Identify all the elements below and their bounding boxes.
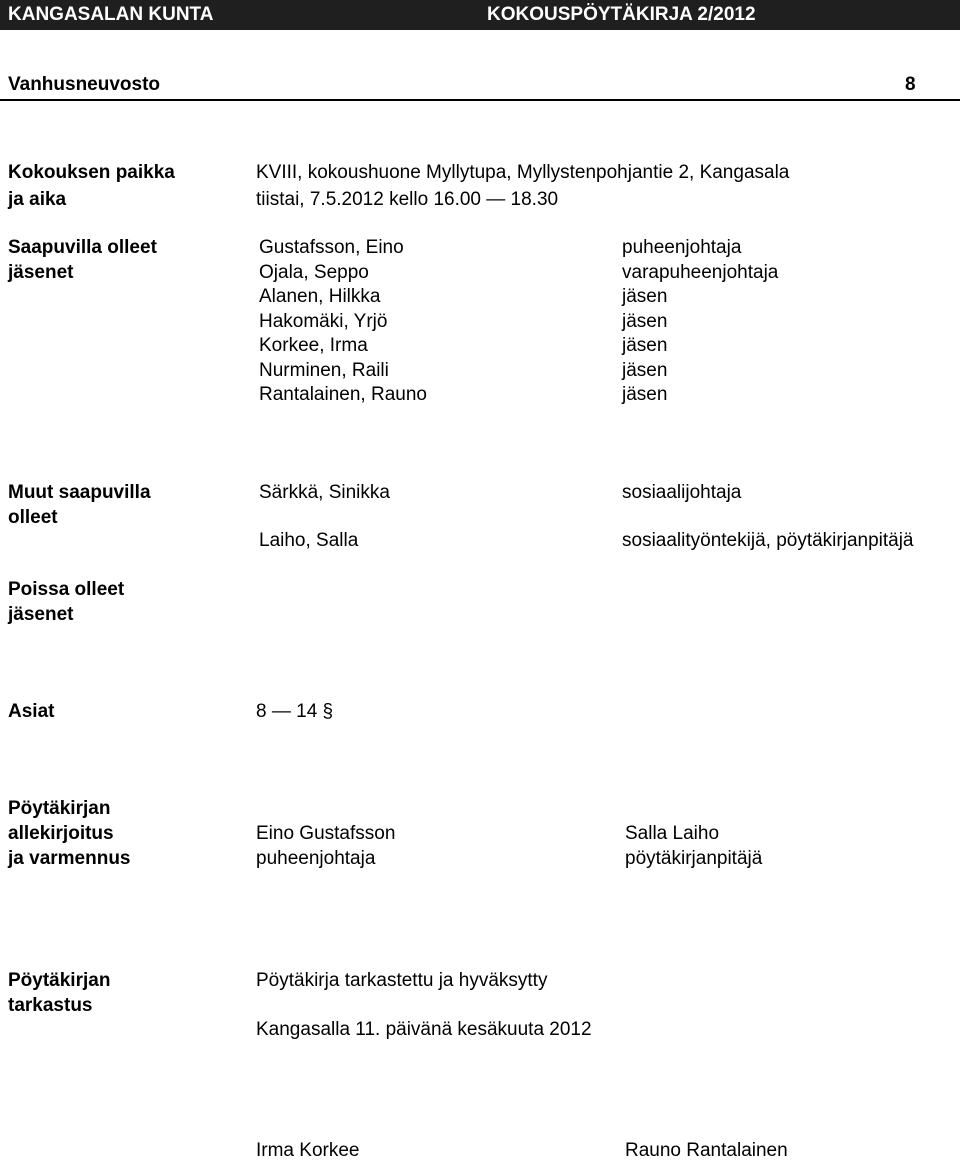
- member-name: Nurminen, Raili: [259, 359, 389, 381]
- present-label-line-1: Saapuvilla olleet: [8, 237, 157, 258]
- member-name: Rantalainen, Rauno: [259, 384, 427, 405]
- member-name: Gustafsson, Eino: [259, 237, 404, 258]
- member-role: jäsen: [622, 384, 668, 405]
- signer-2-name: Salla Laiho: [625, 823, 720, 844]
- absent-label-line-2: jäsenet: [8, 604, 74, 625]
- review-label-line-2: tarkastus: [8, 995, 93, 1016]
- member-name: Korkee, Irma: [259, 335, 368, 356]
- matters-value: 8 — 14 §: [256, 701, 334, 722]
- other-person-role: sosiaalityöntekijä, pöytäkirjanpitäjä: [622, 530, 914, 551]
- meeting-place: KVIII, kokoushuone Myllytupa, Myllystenpohjantie 2, Kangasala: [256, 162, 790, 183]
- others-label-line-1: Muut saapuvilla: [8, 482, 151, 503]
- present-label-line-2: jäsenet: [8, 262, 74, 283]
- member-role: puheenjohtaja: [622, 237, 742, 258]
- member-name: Hakomäki, Yrjö: [259, 310, 388, 332]
- absent-label-line-1: Poissa olleet: [8, 579, 125, 600]
- other-person-name: Särkkä, Sinikka: [259, 482, 390, 503]
- reviewer-2-name: Rauno Rantalainen: [625, 1140, 788, 1161]
- document-title: KOKOUSPÖYTÄKIRJA 2/2012: [487, 4, 756, 25]
- reviewer-1-name: Irma Korkee: [256, 1140, 360, 1161]
- member-role: jäsen: [622, 359, 668, 381]
- meeting-label-line-1: Kokouksen paikka: [8, 162, 175, 183]
- signer-1-title: puheenjohtaja: [256, 848, 376, 869]
- header-rule: [0, 99, 960, 101]
- present-member-roles: [622, 236, 778, 408]
- others-label-line-2: olleet: [8, 507, 58, 528]
- page-number: 8: [905, 74, 916, 95]
- organization-name: KANGASALAN KUNTA: [8, 4, 214, 25]
- review-statement: Pöytäkirja tarkastettu ja hyväksytty: [256, 970, 548, 991]
- member-role: jäsen: [622, 335, 668, 356]
- other-person-name: Laiho, Salla: [259, 530, 359, 551]
- member-name: Ojala, Seppo: [259, 261, 369, 283]
- meeting-label-line-2: ja aika: [8, 189, 67, 210]
- member-role: varapuheenjohtaja: [622, 261, 779, 283]
- signing-label-line-3: ja varmennus: [8, 848, 131, 869]
- matters-label: Asiat: [8, 701, 55, 722]
- signing-label-line-1: Pöytäkirjan: [8, 798, 111, 819]
- other-person-role: sosiaalijohtaja: [622, 482, 742, 503]
- member-name: Alanen, Hilkka: [259, 286, 381, 307]
- meeting-time: tiistai, 7.5.2012 kello 16.00 — 18.30: [256, 189, 559, 210]
- review-label-line-1: Pöytäkirjan: [8, 970, 111, 991]
- signer-2-title: pöytäkirjanpitäjä: [625, 848, 763, 869]
- body-name: Vanhusneuvosto: [8, 74, 161, 95]
- member-role: jäsen: [622, 310, 668, 332]
- present-member-names: [259, 236, 427, 408]
- signer-1-name: Eino Gustafsson: [256, 823, 396, 844]
- review-place-date: Kangasalla 11. päivänä kesäkuuta 2012: [256, 1019, 592, 1040]
- signing-label-line-2: allekirjoitus: [8, 823, 114, 844]
- member-role: jäsen: [622, 286, 668, 307]
